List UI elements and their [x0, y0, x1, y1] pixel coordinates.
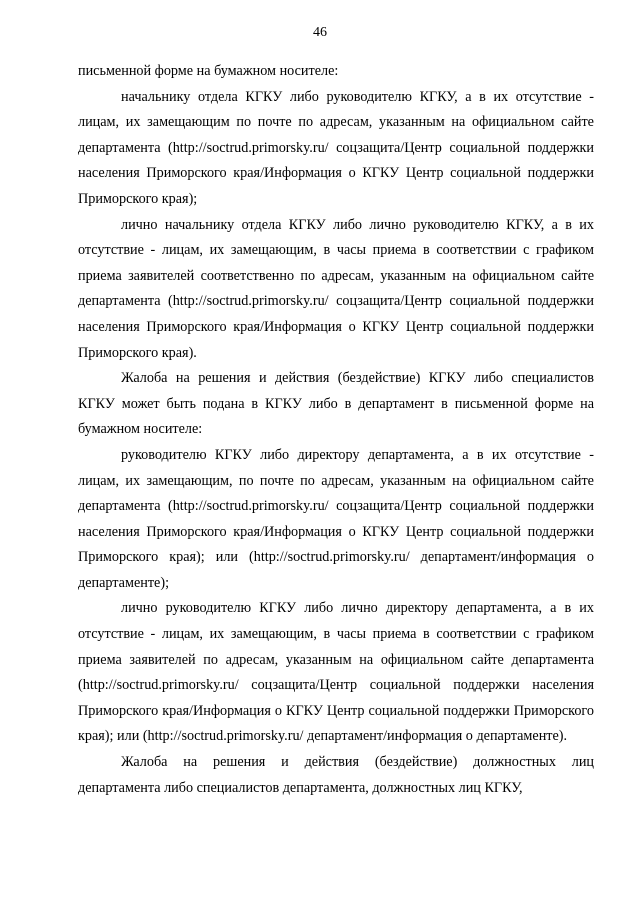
- document-body: [78, 59, 594, 801]
- paragraph-in-person-director: лично руководителю КГКУ либо лично директору департамента, а в их отсутствие - лицам, их замещающим, в часы приема в соответствии с графиком приема заявителей по адресам, указанным на официальном сайте департамента (http://soctrud.primorsky.ru/ соцзащита/Центр социальной поддержки населения Приморского края/Информация о КГКУ Центр социальной поддержки Приморского края); или (http://soctrud.primorsky.ru/ департамент/информация о департаменте).: [78, 600, 594, 745]
- paragraph-mail-to-director: руководителю КГКУ либо директору департамента, а в их отсутствие - лицам, их замещающим, по почте по адресам, указанным на официальном сайте департамента (http://soctrud.primorsky.ru/ соцзащита/Центр социальной поддержки населения Приморского края/Информация о КГКУ Центр социальной поддержки Приморского края); или (http://soctrud.primorsky.ru/ департамент/информация о департаменте);: [78, 446, 594, 591]
- paragraph-complaint-officials: Жалоба на решения и действия (бездействие) должностных лиц департамента либо специалистов департамента, должностных лиц КГКУ,: [78, 754, 594, 796]
- page-number: 46: [313, 25, 327, 40]
- paragraph-complaint-kgku: Жалоба на решения и действия (бездействие) КГКУ либо специалистов КГКУ может быть подана в КГКУ либо в департамент в письменной форме на бумажном носителе:: [78, 370, 594, 438]
- paragraph-continuation: письменной форме на бумажном носителе:: [78, 63, 339, 79]
- paragraph-in-person-kgku-head: лично начальнику отдела КГКУ либо лично руководителю КГКУ, а в их отсутствие - лицам, их замещающим, в часы приема в соответствии с графиком приема заявителей соответственно по адресам, указанным на официальном сайте департамента (http://soctrud.primorsky.ru/ соцзащита/Центр социальной поддержки населения Приморского края/Информация о КГКУ Центр социальной поддержки Приморского края).: [78, 216, 594, 361]
- paragraph-mail-to-kgku-head: начальнику отдела КГКУ либо руководителю КГКУ, а в их отсутствие - лицам, их замещающим по почте по адресам, указанным на официальном сайте департамента (http://soctrud.primorsky.ru/ соцзащита/Центр социальной поддержки населения Приморского края/Информация о КГКУ Центр социальной поддержки Приморского края);: [78, 88, 594, 207]
